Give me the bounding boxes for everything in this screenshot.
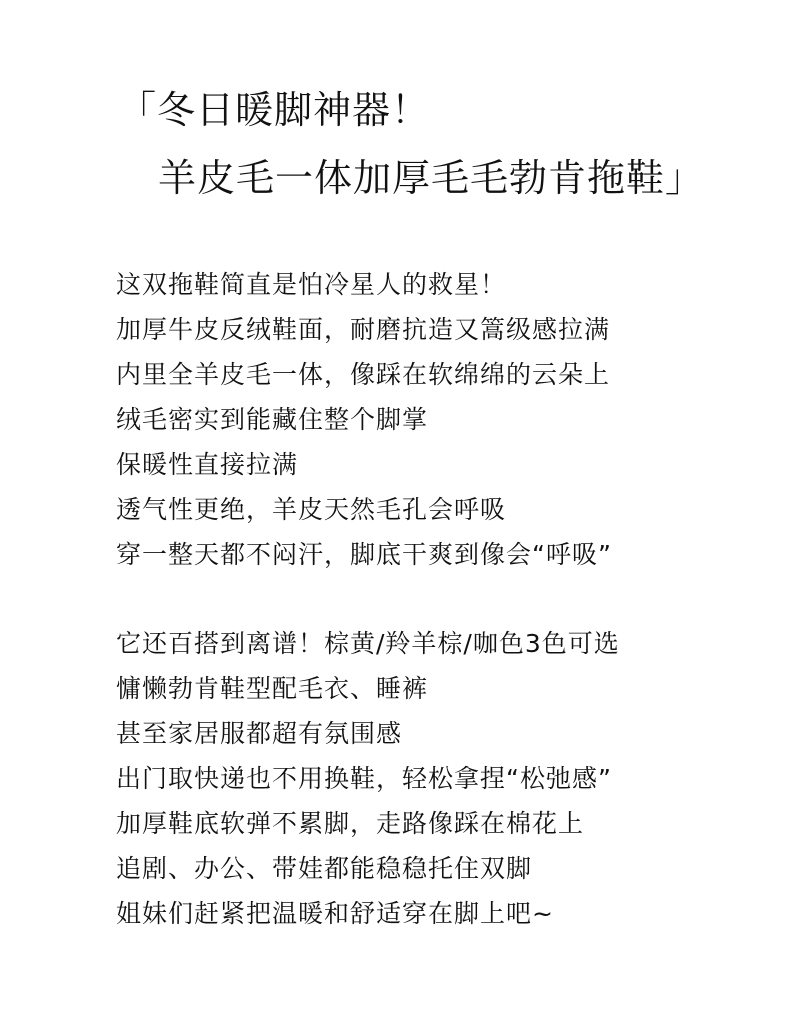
- paragraph-line: 透气性更绝，羊皮天然毛孔会呼吸: [116, 495, 507, 524]
- title-block: [0, 0, 800, 220]
- paragraph-line: 它还百搭到离谱！棕黄/羚羊棕/咖色3色可选: [116, 629, 620, 658]
- paragraph-line: 穿一整天都不闷汗，脚底干爽到像会“呼吸”: [116, 540, 612, 569]
- paragraph-line: 加厚鞋底软弹不累脚，走路像踩在棉花上: [116, 809, 585, 838]
- paragraph-line: 追剧、办公、带娃都能稳稳托住双脚: [116, 854, 533, 883]
- paragraph-line: 内里全羊皮毛一体，像踩在软绵绵的云朵上: [116, 360, 611, 389]
- paragraph-line: 慵懒勃肯鞋型配毛衣、睡裤: [116, 674, 429, 703]
- paragraph-line: 这双拖鞋简直是怕冷星人的救星！: [116, 270, 507, 299]
- paragraph-line: 绒毛密实到能藏住整个脚掌: [116, 405, 429, 434]
- title-line-2: 羊皮毛一体加厚毛毛勃肯拖鞋」: [158, 156, 705, 200]
- paragraph-2: [116, 621, 776, 936]
- paragraph-line: 甚至家居服都超有氛围感: [116, 719, 403, 748]
- paragraph-line: 出门取快递也不用换鞋，轻松拿捏“松弛感”: [116, 764, 612, 793]
- paragraph-line: 姐妹们赶紧把温暖和舒适穿在脚上吧~: [116, 899, 554, 928]
- paragraph-line: 加厚牛皮反绒鞋面，耐磨抗造又篙级感拉满: [116, 315, 611, 344]
- paragraph-line: 保暖性直接拉满: [116, 450, 299, 479]
- title-line-1: 「冬日暖脚神器！: [118, 88, 431, 132]
- paragraph-1: [116, 262, 776, 577]
- body-text: [116, 262, 776, 936]
